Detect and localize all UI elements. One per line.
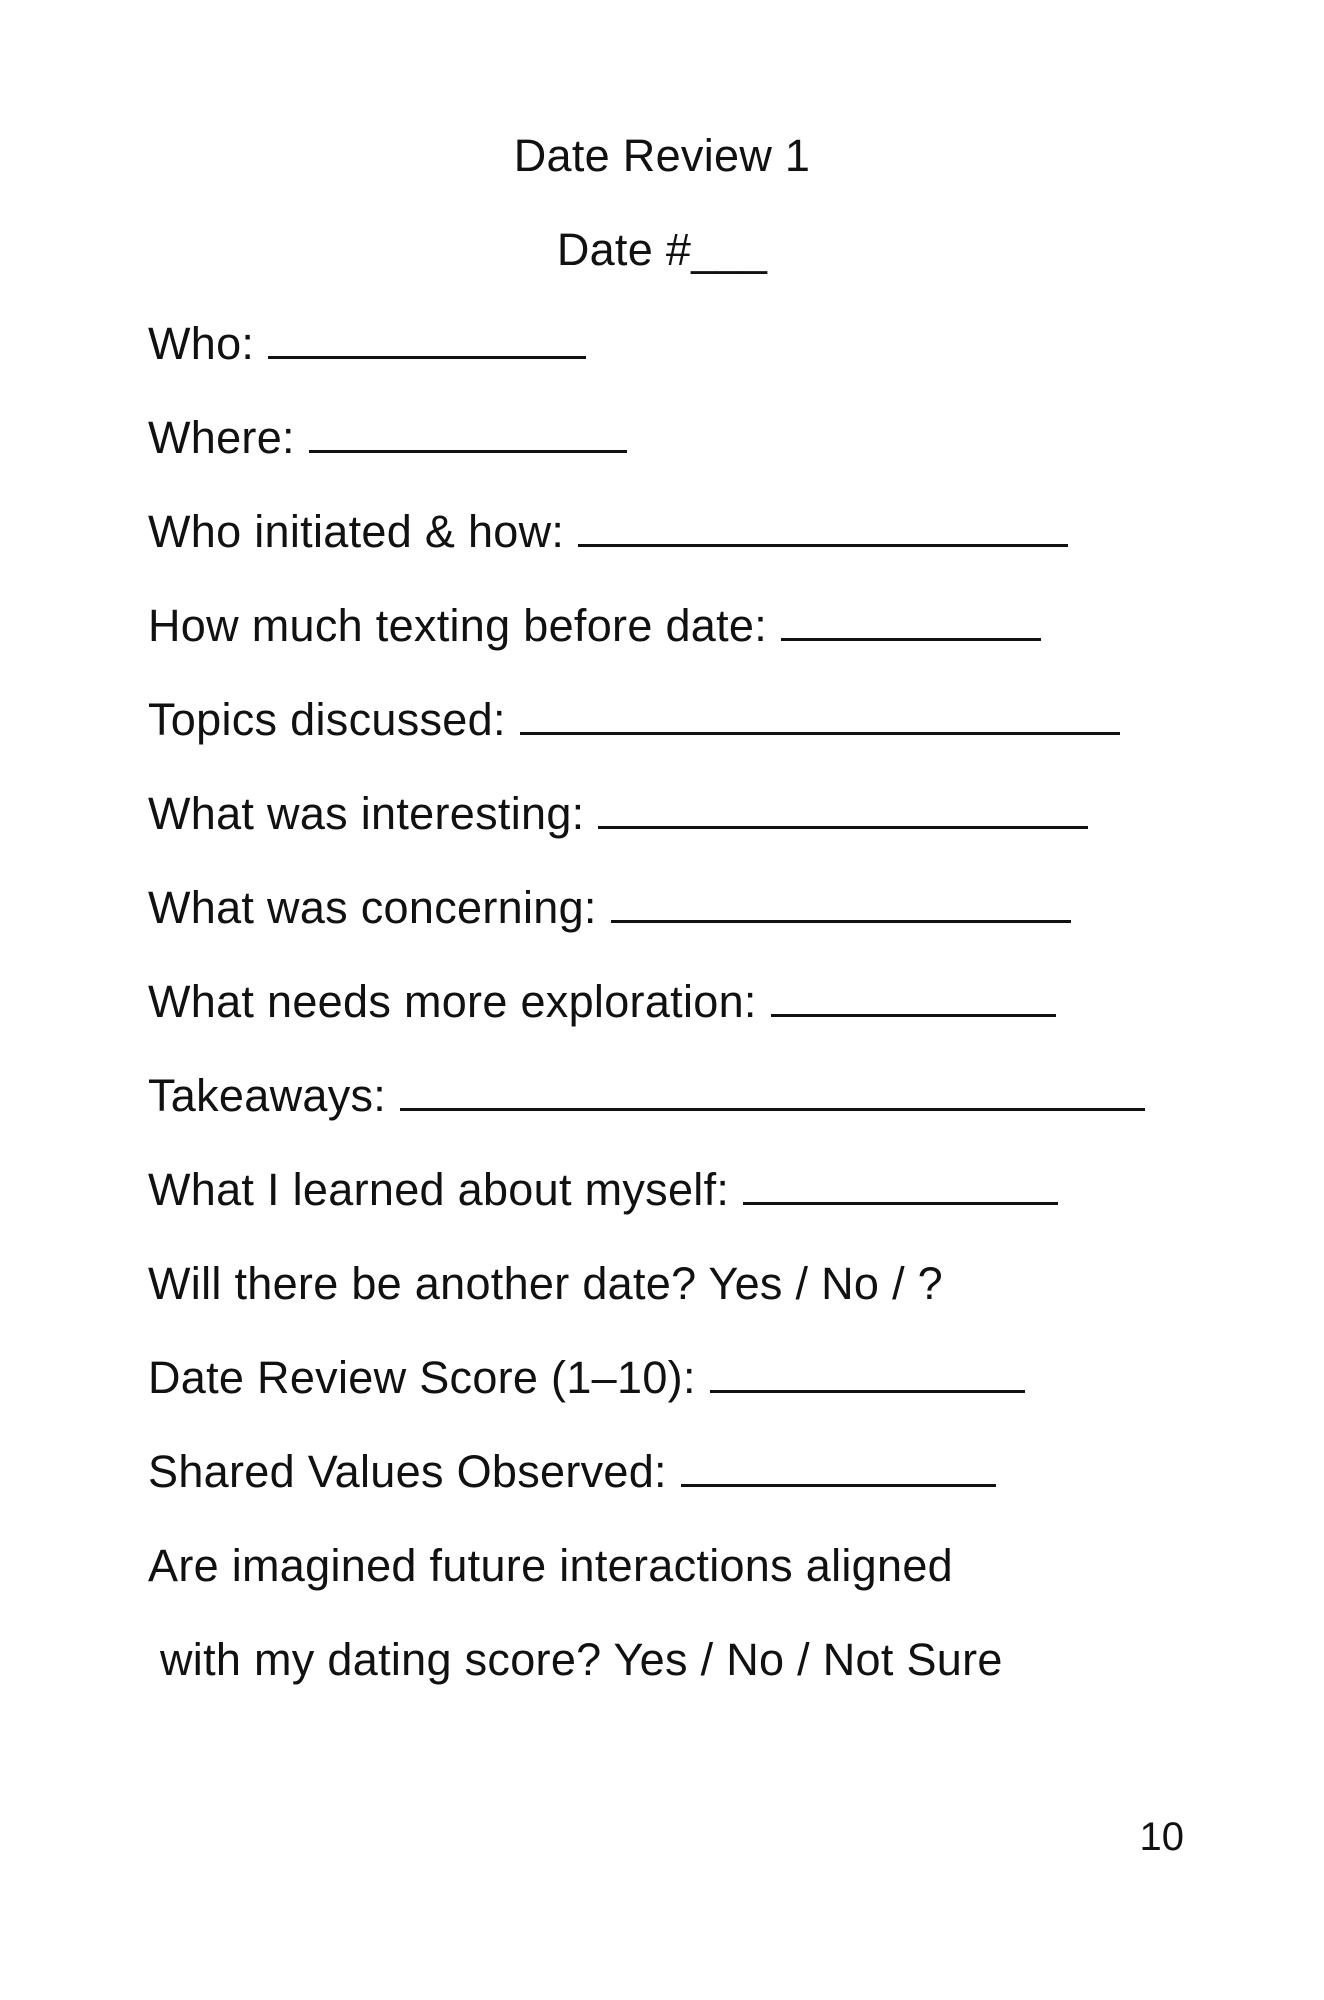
field-label: Shared Values Observed: xyxy=(148,1446,667,1497)
field-label: Who initiated & how: xyxy=(148,506,565,557)
answer-blank xyxy=(268,316,586,359)
date-number-field: Date #___ xyxy=(556,224,768,275)
field-label: Topics discussed: xyxy=(148,694,506,745)
field-takeaways xyxy=(148,1068,1145,1124)
answer-blank xyxy=(309,410,627,453)
field-label: What was concerning: xyxy=(148,882,597,933)
field-who xyxy=(148,316,586,372)
field-learned xyxy=(148,1162,1058,1218)
field-shared-values xyxy=(148,1444,996,1500)
answer-blank xyxy=(681,1444,996,1487)
page-number: 10 xyxy=(1139,1815,1184,1859)
field-exploration xyxy=(148,974,1056,1030)
answer-blank xyxy=(771,974,1056,1017)
field-label: What was interesting: xyxy=(148,788,585,839)
field-label: What needs more exploration: xyxy=(148,976,757,1027)
field-where xyxy=(148,410,627,466)
field-topics xyxy=(148,692,1120,748)
field-who-initiated xyxy=(148,504,1068,560)
answer-blank xyxy=(611,880,1071,923)
field-label: How much texting before date: xyxy=(148,600,768,651)
field-texting xyxy=(148,598,1041,654)
closing-question-line-2: with my dating score? Yes / No / Not Sure xyxy=(160,1634,1003,1685)
field-interesting xyxy=(148,786,1088,842)
answer-blank xyxy=(710,1350,1025,1393)
answer-blank xyxy=(743,1162,1058,1205)
page-title: Date Review 1 xyxy=(513,130,811,181)
answer-blank xyxy=(520,692,1120,735)
field-label: Date Review Score (1–10): xyxy=(148,1352,696,1403)
closing-question-line-1: Are imagined future interactions aligned xyxy=(148,1540,953,1591)
answer-blank xyxy=(400,1068,1145,1111)
answer-blank xyxy=(578,504,1068,547)
field-label: What I learned about myself: xyxy=(148,1164,730,1215)
another-date-question: Will there be another date? Yes / No / ? xyxy=(148,1258,943,1309)
field-concerning xyxy=(148,880,1071,936)
answer-blank xyxy=(598,786,1088,829)
field-label: Who: xyxy=(148,318,255,369)
answer-blank xyxy=(781,598,1041,641)
field-label: Where: xyxy=(148,412,295,463)
field-label: Takeaways: xyxy=(148,1070,387,1121)
field-score xyxy=(148,1350,1025,1406)
